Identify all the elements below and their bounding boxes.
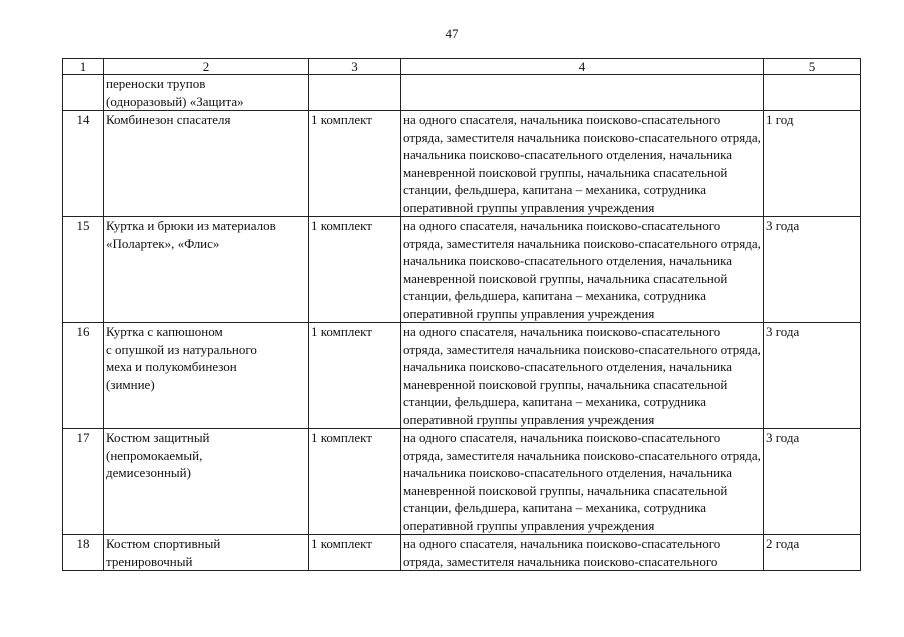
- item-quantity-cell: 1 комплект: [309, 111, 401, 217]
- item-recipients-cell: на одного спасателя, начальника поисково-спасательного отряда, заместителя начальника поисково-спасательного отряда, начальника поисково-спасательного отделения, начальника маневренной поисковой группы, начальника спасательной станции, фельдшера, капитана – механика, сотрудника оперативной группы управления учреждения: [401, 429, 764, 535]
- row-number-cell: 16: [63, 323, 104, 429]
- item-name-cell: Куртка с капюшоном с опушкой из натурального меха и полукомбинезон (зимние): [104, 323, 309, 429]
- row-number-cell: [63, 75, 104, 111]
- item-name-cell: Куртка и брюки из материалов «Полартек», «Флис»: [104, 217, 309, 323]
- item-name-cell: переноски трупов (одноразовый) «Защита»: [104, 75, 309, 111]
- item-recipients-cell: на одного спасателя, начальника поисково-спасательного отряда, заместителя начальника поисково-спасательного отряда, начальника поисково-спасательного отделения, начальника маневренной поисковой группы, начальника спасательной станции, фельдшера, капитана – механика, сотрудника оперативной группы управления учреждения: [401, 111, 764, 217]
- equipment-norms-table: [62, 58, 861, 571]
- item-term-cell: 3 года: [764, 429, 861, 535]
- table-row: [63, 535, 861, 571]
- item-quantity-cell: 1 комплект: [309, 535, 401, 571]
- item-term-cell: [764, 75, 861, 111]
- item-term-cell: 1 год: [764, 111, 861, 217]
- item-quantity-cell: 1 комплект: [309, 323, 401, 429]
- row-number-cell: 14: [63, 111, 104, 217]
- row-number-cell: 15: [63, 217, 104, 323]
- item-quantity-cell: [309, 75, 401, 111]
- item-term-cell: 2 года: [764, 535, 861, 571]
- item-recipients-cell: на одного спасателя, начальника поисково-спасательного отряда, заместителя начальника поисково-спасательного отряда, начальника поисково-спасательного отделения, начальника маневренной поисковой группы, начальника спасательной станции, фельдшера, капитана – механика, сотрудника оперативной группы управления учреждения: [401, 217, 764, 323]
- table-row-continuation: [63, 75, 861, 111]
- table-row: [63, 217, 861, 323]
- row-number-cell: 18: [63, 535, 104, 571]
- table-row: [63, 111, 861, 217]
- table-row: [63, 323, 861, 429]
- item-name-cell: Костюм спортивный тренировочный: [104, 535, 309, 571]
- column-header-5: 5: [764, 59, 861, 75]
- page-number: 47: [445, 26, 459, 41]
- item-name-cell: Костюм защитный (непромокаемый, демисезонный): [104, 429, 309, 535]
- item-quantity-cell: 1 комплект: [309, 217, 401, 323]
- table-header-row: [63, 59, 861, 75]
- item-recipients-cell: [401, 75, 764, 111]
- item-recipients-cell: на одного спасателя, начальника поисково-спасательного отряда, заместителя начальника поисково-спасательного отряда, начальника поисково-спасательного отделения, начальника маневренной поисковой группы, начальника спасательной станции, фельдшера, капитана – механика, сотрудника оперативной группы управления учреждения: [401, 323, 764, 429]
- column-header-3: 3: [309, 59, 401, 75]
- item-quantity-cell: 1 комплект: [309, 429, 401, 535]
- table-row: [63, 429, 861, 535]
- item-term-cell: 3 года: [764, 217, 861, 323]
- column-header-1: 1: [63, 59, 104, 75]
- column-header-2: 2: [104, 59, 309, 75]
- row-number-cell: 17: [63, 429, 104, 535]
- item-recipients-cell: на одного спасателя, начальника поисково-спасательного отряда, заместителя начальника поисково-спасательного: [401, 535, 764, 571]
- item-name-cell: Комбинезон спасателя: [104, 111, 309, 217]
- column-header-4: 4: [401, 59, 764, 75]
- item-term-cell: 3 года: [764, 323, 861, 429]
